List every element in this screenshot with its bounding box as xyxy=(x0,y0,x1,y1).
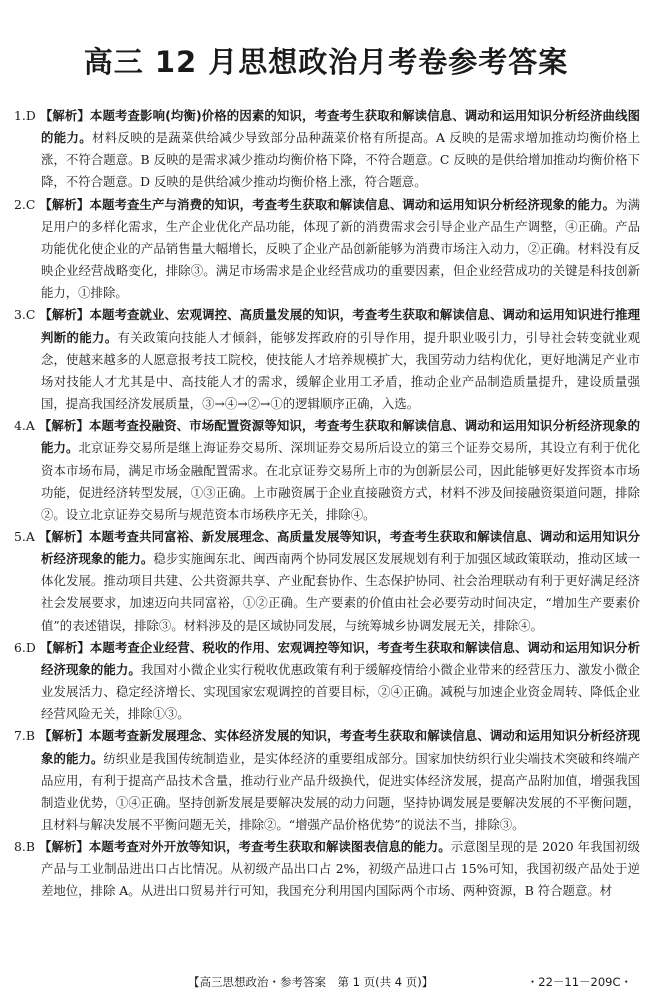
answer-body: 为满足用户的多样化需求，生产企业优化产品功能，体现了新的消费需求会引导企业产品生产调整，④正确。产品功能优化使企业的产品销售量大幅增长，反映了企业产品创新能够为消费市场注入动力，②正确。材料没有反映企业经营战略变化，排除③。满足市场需求是企业经营成功的重要因素，但企业经营成功的关键是科技创新能力，①排除。 xyxy=(41,196,641,301)
answer-body: 有关政策向技能人才倾斜，能够发挥政府的引导作用，提升职业吸引力，引导社会转变就业观念，使越来越多的人愿意报考技工院校，使技能人才培养规模扩大，我国劳动力结构优化，更好地满足产业市场对技能人才尤其是中、高技能人才的需求，缓解企业用工矛盾，推动企业产品制造质量提升，建设质量强国，提高我国经济发展质量，③→④→②→①的逻辑顺序正确，入选。 xyxy=(41,329,641,412)
page-title: 高三 12 月思想政治月考卷参考答案 xyxy=(83,45,569,79)
answer-item xyxy=(14,637,640,726)
answer-body: 稳步实施闽东北、闽西南两个协同发展区发展规划有利于加强区域政策联动，推动区域一体化发展。推动项目共建、公共资源共享、产业配套协作、生态保护协同、社会治理联动有利于更好满足经济社会发展要求，加速迈向共同富裕，①②正确。生产要素的价值由社会必要劳动时间决定，“增加生产要素价值”的表述错误，排除③。材料涉及的是区域协同发展，与统筹城乡协调发展无关，排除④。 xyxy=(41,551,641,633)
answer-number: 8.B xyxy=(14,839,35,855)
answer-number: 2.C xyxy=(14,196,36,212)
answer-heading: 【解析】本题考查影响(均衡)价格的因素的知识，考查考生获取和解读信息、调动和运用知识分析经济曲线图的能力。 xyxy=(39,108,640,146)
answer-number: 1.D xyxy=(14,108,36,123)
footer-page-info: 【高三思想政治・参考答案 第 1 页(共 4 页)】 xyxy=(188,975,434,989)
answer-heading: 【解析】本题考查就业、宏观调控、高质量发展的知识，考查考生获取和解读信息、调动和运用知识进行推理判断的能力。 xyxy=(39,307,640,345)
answer-heading: 【解析】本题考查生产与消费的知识，考查考生获取和解读信息、调动和运用知识分析经济现象的能力。 xyxy=(39,196,616,212)
answer-heading: 【解析】本题考查对外开放等知识，考查考生获取和解读图表信息的能力。 xyxy=(38,839,451,855)
answer-item xyxy=(14,194,640,305)
answer-body: 我国对小微企业实行税收优惠政策有利于缓解疫情给小微企业带来的经营压力、激发小微企业发展活力、稳定经济增长、实现国家宏观调控的首要目标，②④正确。减税与加速企业资金周转、降低企业经营风险无关，排除①③。 xyxy=(41,661,641,722)
answer-body: 示意图呈现的是 2020 年我国初级产品与工业制品进出口占比情况。从初级产品出口占 2%，初级产品进口占 15%可知，我国初级产品处于逆差地位，排除 A。从进出口贸易并行可知，我国充分利用国内国际两个市场、两种资源，B 符合题意。材 xyxy=(41,839,640,899)
answer-number: 5.A xyxy=(14,528,35,544)
answer-list xyxy=(14,105,640,903)
answer-number: 3.C xyxy=(14,307,36,323)
answer-number: 7.B xyxy=(14,728,35,744)
answer-number: 6.D xyxy=(14,639,36,655)
answer-heading: 【解析】本题考查共同富裕、新发展理念、高质量发展等知识，考查考生获取和解读信息、调动和运用知识分析经济现象的能力。 xyxy=(38,528,640,567)
answer-item xyxy=(14,415,640,526)
answer-item xyxy=(14,725,640,836)
answer-item xyxy=(14,304,640,415)
answer-heading: 【解析】本题考查投融资、市场配置资源等知识，考查考生获取和解读信息、调动和运用知识分析经济现象的能力。 xyxy=(38,418,640,456)
answer-item xyxy=(14,105,640,194)
answer-number: 4.A xyxy=(14,418,35,434)
answer-item xyxy=(14,526,640,637)
answer-body: 纺织业是我国传统制造业，是实体经济的重要组成部分。国家加快纺织行业尖端技术突破和终端产品应用，有利于提高产品技术含量，推动行业产品升级换代，促进实体经济发展，提高产品附加值，增强我国制造业优势，①④正确。坚持创新发展是要解决发展的动力问题，坚持协调发展是要解决发展的不平衡问题，且材料与解决发展不平衡问题无关，排除②。“增强产品价格优势”的说法不当，排除③。 xyxy=(41,750,641,832)
answer-heading: 【解析】本题考查新发展理念、实体经济发展的知识，考查考生获取和解读信息、调动和运用知识分析经济现象的能力。 xyxy=(39,728,640,766)
page-footer xyxy=(0,974,652,994)
footer-code: ・22－11－209C・ xyxy=(526,975,632,989)
answer-heading: 【解析】本题考查企业经营、税收的作用、宏观调控等知识，考查考生获取和解读信息、调动和运用知识分析经济现象的能力。 xyxy=(39,639,640,677)
answer-item xyxy=(14,836,640,902)
answer-body: 材料反映的是蔬菜供给减少导致部分品种蔬菜价格有所提高。A 反映的是需求增加推动均衡价格上涨，不符合题意。B 反映的是需求减少推动均衡价格下降，不符合题意。C 反映的是供给增加推动均衡价格下降，不符合题意。D 反映的是供给减少推动均衡价格上涨，符合题意。 xyxy=(41,130,640,190)
answer-body: 北京证券交易所是继上海证券交易所、深圳证券交易所后设立的第三个证券交易所，其设立有利于优化资本市场布局，满足市场金融配置需求。在北京证券交易所上市的为创新层公司，因此能够更好发挥资本市场功能，促进经济转型发展，①③正确。上市融资属于企业直接融资方式，材料不涉及间接融资渠道问题，排除②。设立北京证券交易所与规范资本市场秩序无关，排除④。 xyxy=(41,440,641,522)
